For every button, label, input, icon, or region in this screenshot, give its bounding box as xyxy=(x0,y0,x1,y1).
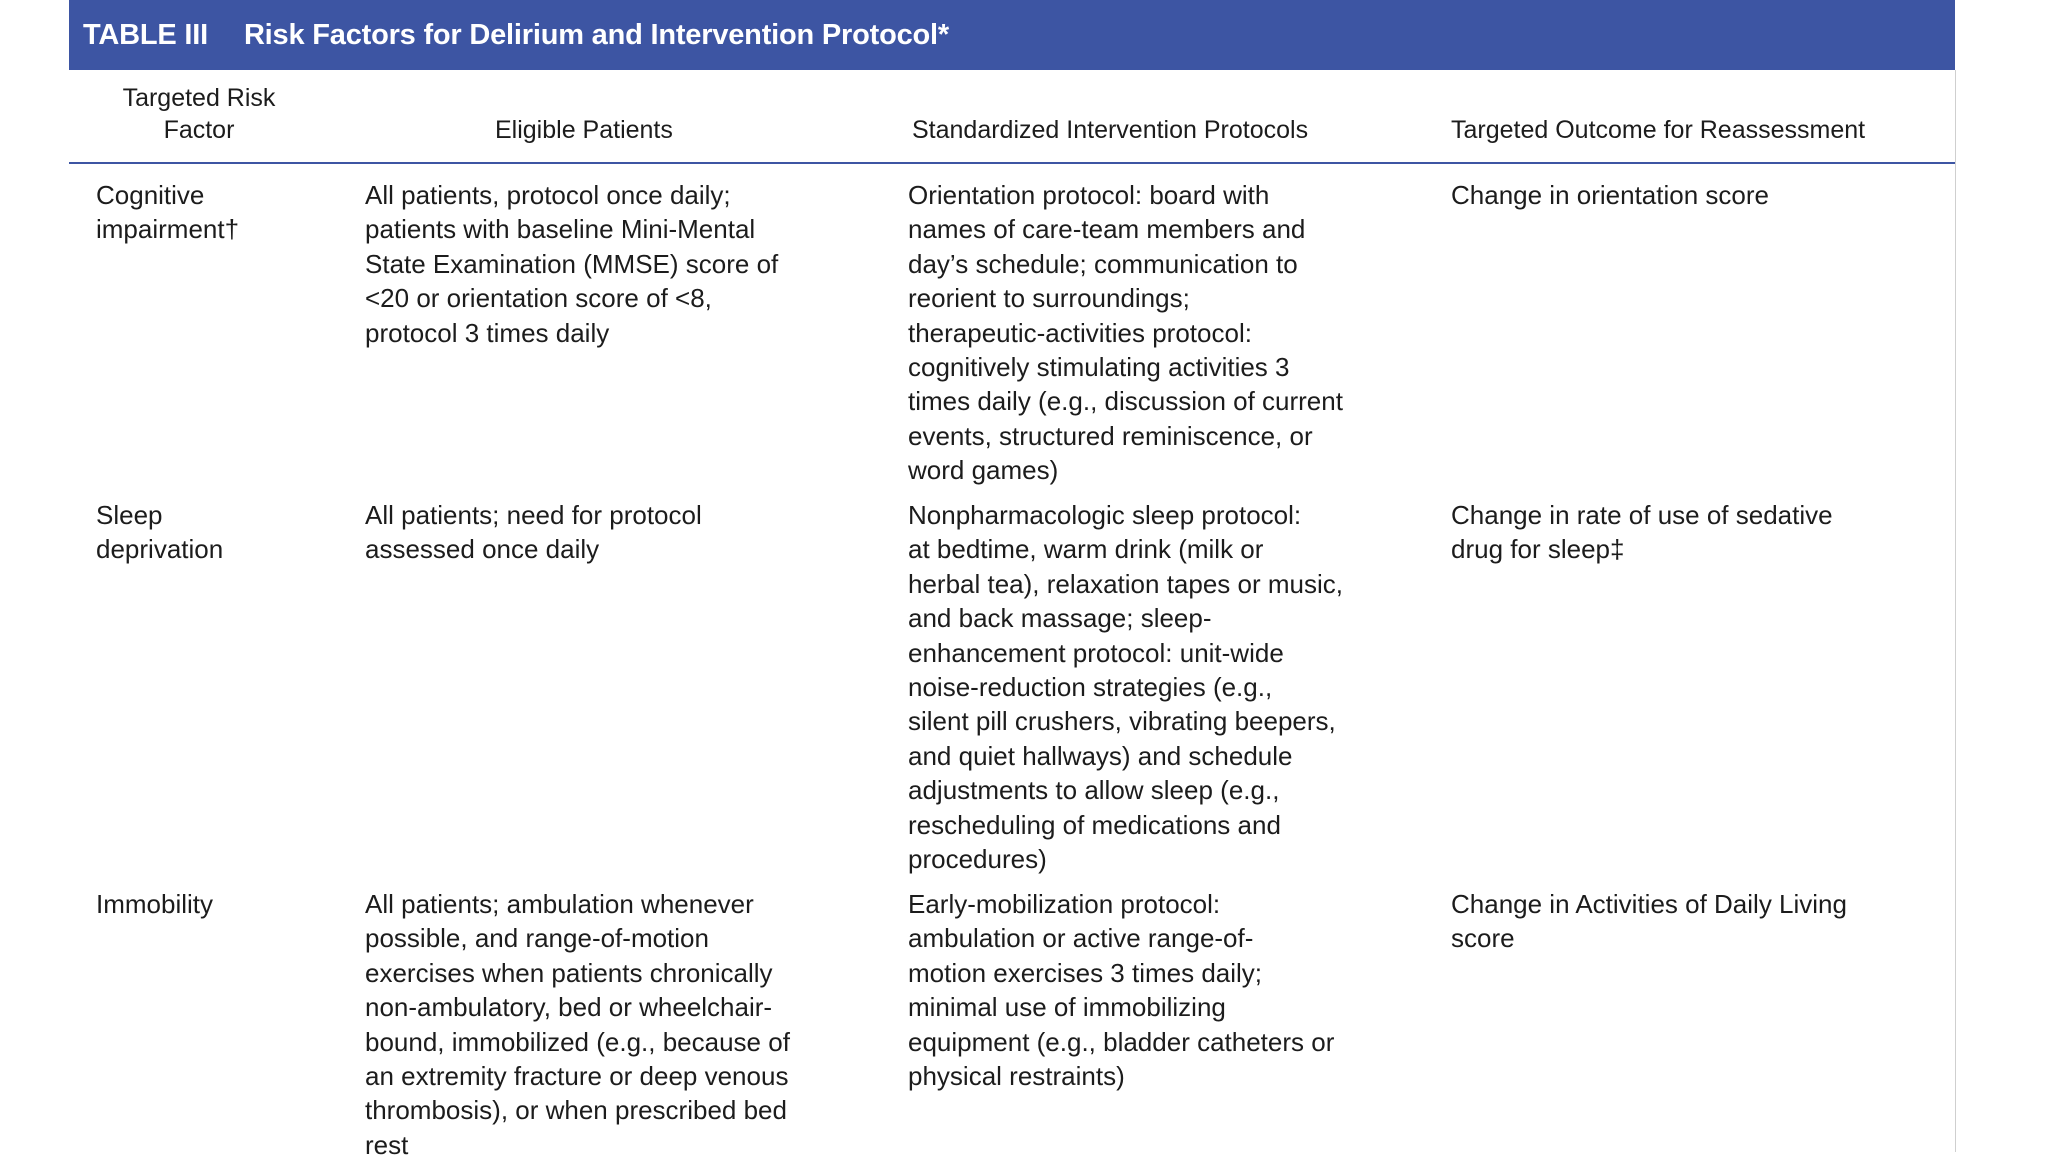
column-header-targeted-outcome: Targeted Outcome for Reassessment xyxy=(1451,116,1866,144)
cell-targeted-outcome: Change in orientation score xyxy=(1451,180,1769,210)
table-title: Risk Factors for Delirium and Intervention Protocol* xyxy=(243,18,949,51)
cell-intervention-protocols: Orientation protocol: board with names of care-team members and day’s schedule; communication to reorient to surroundings; therapeutic-activities protocol: cognitively stimulating activities 3 times daily (e.g., discussion of current events, structured reminiscence, or word games) xyxy=(908,180,1343,486)
table-right-rule xyxy=(1955,70,1956,1152)
cell-intervention-protocols: Early-mobilization protocol: ambulation or active range-of- motion exercises 3 times daily; minimal use of immobilizing equipment (e.g., bladder catheters or physical restraints) xyxy=(908,889,1335,1092)
cell-eligible-patients: All patients; need for protocol assessed once daily xyxy=(365,500,702,565)
cell-eligible-patients: All patients; ambulation whenever possible, and range-of-motion exercises when patients chronically non-ambulatory, bed or wheelchair- bound, immobilized (e.g., because of an extremity fracture or deep venous thrombosis), or when prescribed bed rest xyxy=(365,889,790,1160)
cell-risk-factor: Sleep deprivation xyxy=(96,500,224,565)
column-header-intervention-protocols: Standardized Intervention Protocols xyxy=(912,116,1309,144)
document-page xyxy=(69,0,1955,1160)
cell-risk-factor: Cognitive impairment† xyxy=(96,180,240,245)
table-label: TABLE III xyxy=(83,18,208,51)
column-header-eligible-patients: Eligible Patients xyxy=(495,116,673,144)
cell-targeted-outcome: Change in Activities of Daily Living score xyxy=(1451,889,1847,954)
cell-risk-factor: Immobility xyxy=(96,889,214,919)
cell-targeted-outcome: Change in rate of use of sedative drug for sleep‡ xyxy=(1451,500,1833,565)
column-header-risk-factor: Targeted Risk Factor xyxy=(122,84,276,144)
cell-intervention-protocols: Nonpharmacologic sleep protocol: at bedtime, warm drink (milk or herbal tea), relaxation tapes or music, and back massage; sleep- enhancement protocol: unit-wide noise-reduction strategies (e.g., silent pill crushers, vibrating beepers, and quiet hallways) and schedule adjustments to allow sleep (e.g., rescheduling of medications and procedures) xyxy=(908,500,1343,875)
table-header-row xyxy=(69,70,1955,164)
cell-eligible-patients: All patients, protocol once daily; patients with baseline Mini-Mental State Examination (MMSE) score of <20 or orientation score of <8, protocol 3 times daily xyxy=(365,180,779,348)
table-title-bar xyxy=(69,0,1955,70)
